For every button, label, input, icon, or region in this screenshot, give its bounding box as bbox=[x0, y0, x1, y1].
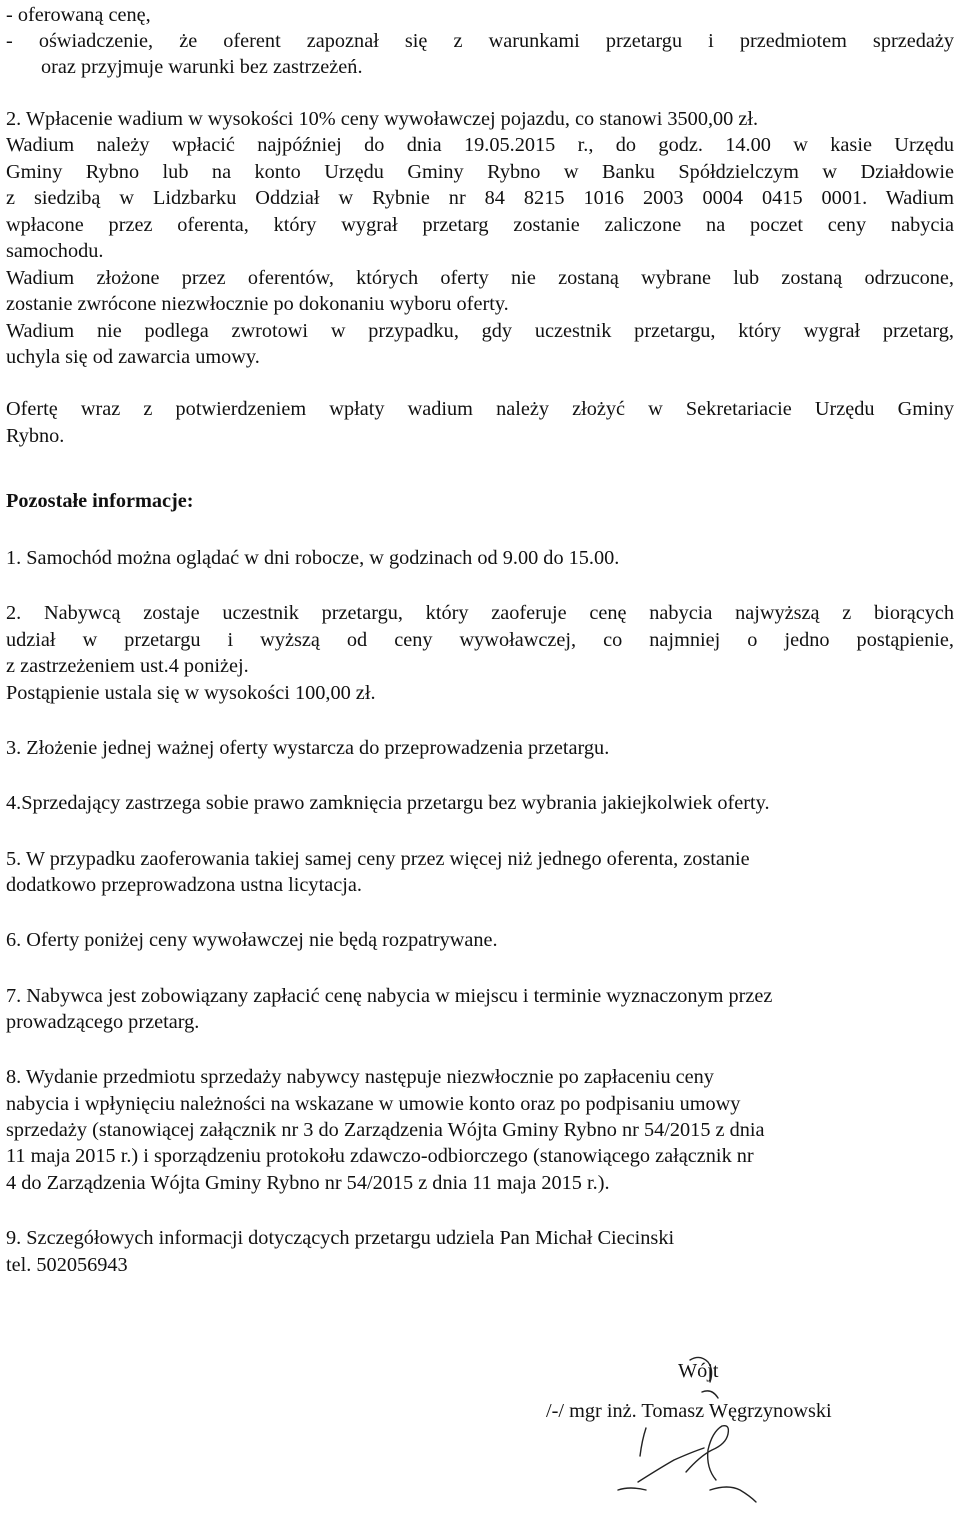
info-item-8-line-4: 11 maja 2015 r.) i sporządzeniu protokołu zdawczo-odbiorczego (stanowiącego załącznik nr bbox=[6, 1145, 754, 1167]
list-item-declaration-cont: oraz przyjmuje warunki bez zastrzeżeń. bbox=[41, 56, 363, 78]
deposit-line-6: samochodu. bbox=[6, 240, 104, 262]
list-item-declaration: - oświadczenie, że oferent zapoznał się z warunkami przetargu i przedmiotem sprzedaży bbox=[6, 30, 954, 52]
info-item-9-line-2: tel. 502056943 bbox=[6, 1254, 128, 1276]
info-item-5-line-1: 5. W przypadku zaoferowania takiej samej ceny przez więcej niż jednego oferenta, zostanie bbox=[6, 848, 750, 870]
info-item-9-line-1: 9. Szczegółowych informacji dotyczących przetargu udziela Pan Michał Ciecinski bbox=[6, 1227, 675, 1249]
info-item-7-line-1: 7. Nabywca jest zobowiązany zapłacić cenę nabycia w miejscu i terminie wyznaczonym przez bbox=[6, 985, 773, 1007]
info-item-6: 6. Oferty poniżej ceny wywoławczej nie będą rozpatrywane. bbox=[6, 929, 498, 951]
info-item-8-line-3: sprzedaży (stanowiącej załącznik nr 3 do Zarządzenia Wójta Gminy Rybno nr 54/2015 z dnia bbox=[6, 1119, 765, 1141]
signature-title: Wójt bbox=[678, 1360, 719, 1382]
offer-note-line-2: Rybno. bbox=[6, 425, 65, 447]
info-item-8-line-2: nabycia i wpłynięciu należności na wskazane w umowie konto oraz po podpisaniu umowy bbox=[6, 1093, 741, 1115]
handwritten-signature bbox=[600, 1340, 820, 1515]
info-item-3: 3. Złożenie jednej ważnej oferty wystarcza do przeprowadzenia przetargu. bbox=[6, 737, 610, 759]
deposit-line-5: wpłacone przez oferenta, który wygrał przetarg zostanie zaliczone na poczet ceny nabycia bbox=[6, 214, 954, 236]
info-item-2-line-3: z zastrzeżeniem ust.4 poniżej. bbox=[6, 655, 249, 677]
deposit-line-1: 2. Wpłacenie wadium w wysokości 10% ceny wywoławczej pojazdu, co stanowi 3500,00 zł. bbox=[6, 108, 759, 130]
info-item-8-line-5: 4 do Zarządzenia Wójta Gminy Rybno nr 54/2015 z dnia 11 maja 2015 r.). bbox=[6, 1172, 610, 1194]
info-item-1: 1. Samochód można oglądać w dni robocze, w godzinach od 9.00 do 15.00. bbox=[6, 547, 620, 569]
deposit-line-10: uchyla się od zawarcia umowy. bbox=[6, 346, 260, 368]
deposit-line-8: zostanie zwrócone niezwłocznie po dokonaniu wyboru oferty. bbox=[6, 293, 509, 315]
info-item-7-line-2: prowadzącego przetarg. bbox=[6, 1011, 200, 1033]
deposit-line-7: Wadium złożone przez oferentów, których oferty nie zostaną wybrane lub zostaną odrzucone, bbox=[6, 267, 954, 289]
info-item-2-line-4: Postąpienie ustala się w wysokości 100,00 zł. bbox=[6, 682, 376, 704]
deposit-line-2: Wadium należy wpłacić najpóźniej do dnia 19.05.2015 r., do godz. 14.00 w kasie Urzędu bbox=[6, 134, 954, 156]
deposit-line-3: Gminy Rybno lub na konto Urzędu Gminy Rybno w Banku Spółdzielczym w Działdowie bbox=[6, 161, 954, 183]
deposit-line-4: z siedzibą w Lidzbarku Oddział w Rybnie nr 84 8215 1016 2003 0004 0415 0001. Wadium bbox=[6, 187, 954, 209]
info-item-5-line-2: dodatkowo przeprowadzona ustna licytacja. bbox=[6, 874, 362, 896]
list-item-offered-price: - oferowaną cenę, bbox=[6, 4, 151, 26]
deposit-line-9: Wadium nie podlega zwrotowi w przypadku, gdy uczestnik przetargu, który wygrał przetarg, bbox=[6, 320, 954, 342]
info-item-2-line-1: 2. Nabywcą zostaje uczestnik przetargu, który zaoferuje cenę nabycia najwyższą z biorących bbox=[6, 602, 954, 624]
section-heading: Pozostałe informacje: bbox=[6, 490, 194, 512]
info-item-8-line-1: 8. Wydanie przedmiotu sprzedaży nabywcy następuje niezwłocznie po zapłaceniu ceny bbox=[6, 1066, 714, 1088]
info-item-4: 4.Sprzedający zastrzega sobie prawo zamknięcia przetargu bez wybrania jakiejkolwiek oferty. bbox=[6, 792, 770, 814]
signature-name: /-/ mgr inż. Tomasz Węgrzynowski bbox=[546, 1400, 832, 1422]
offer-note-line-1: Ofertę wraz z potwierdzeniem wpłaty wadium należy złożyć w Sekretariacie Urzędu Gminy bbox=[6, 398, 954, 420]
info-item-2-line-2: udział w przetargu i wyższą od ceny wywoławczej, co najmniej o jedno postąpienie, bbox=[6, 629, 954, 651]
